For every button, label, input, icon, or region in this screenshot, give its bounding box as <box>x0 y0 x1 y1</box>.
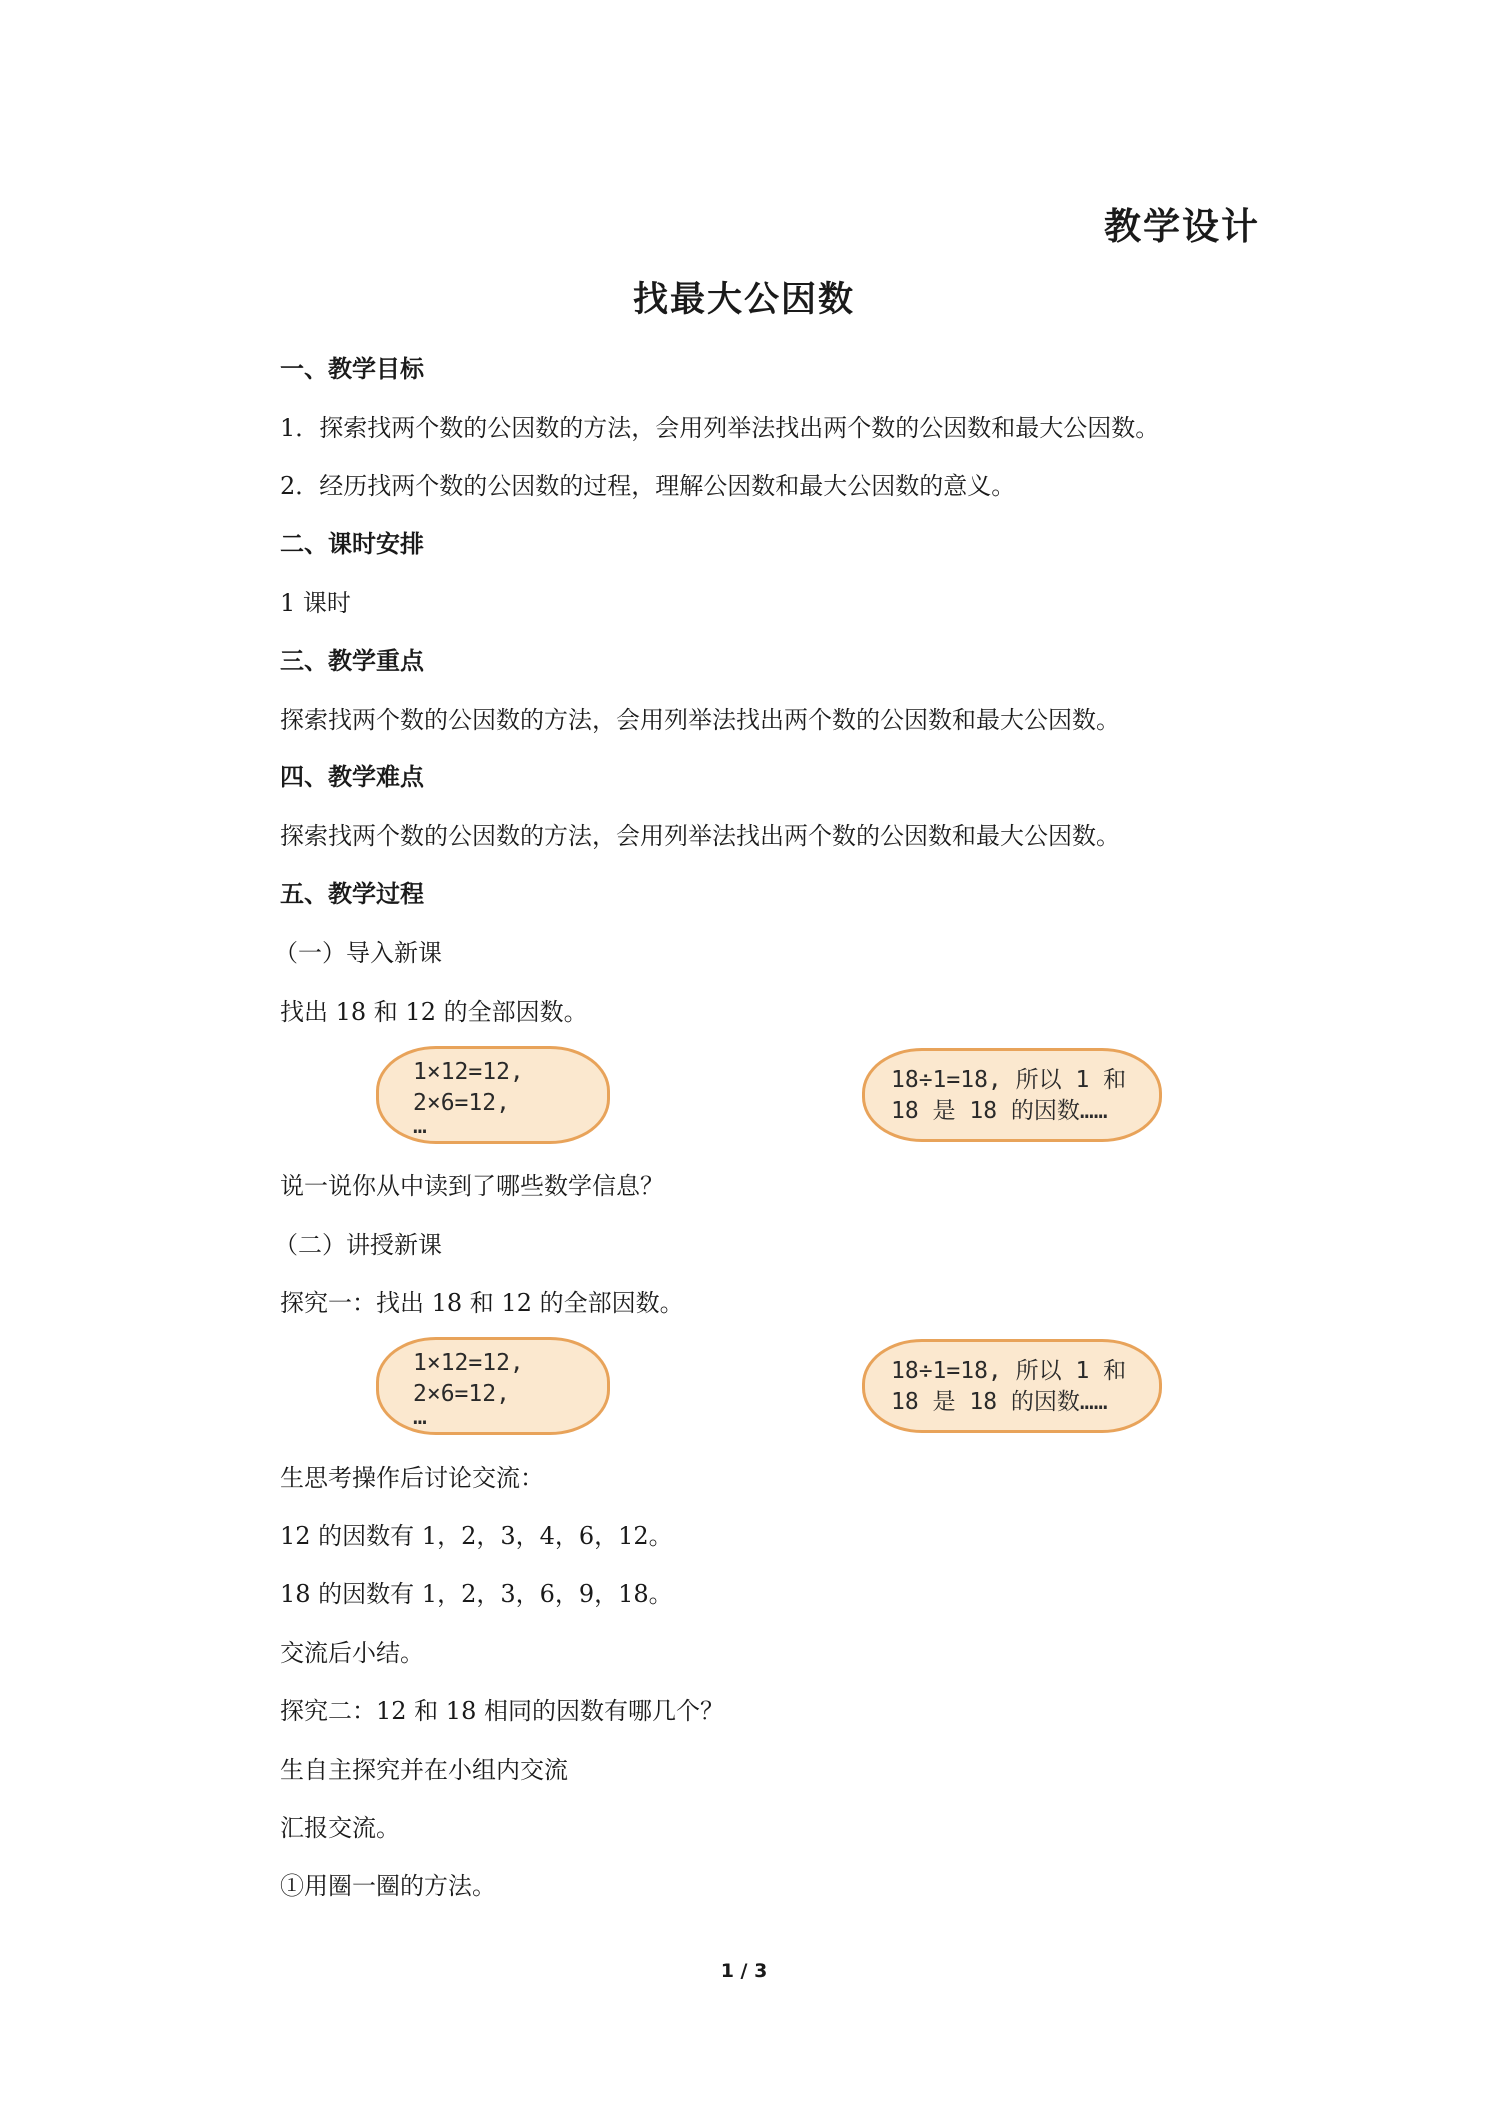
doc-type-label: 教学设计 <box>1104 205 1260 248</box>
key-points-text: 探索找两个数的公因数的方法，会用列举法找出两个数的公因数和最大公因数。 <box>280 706 1120 734</box>
intro-task: 找出 18 和 12 的全部因数。 <box>280 998 588 1026</box>
subsection-intro-title: （一）导入新课 <box>274 939 442 967</box>
explore-1: 探究一：找出 18 和 12 的全部因数。 <box>280 1289 684 1317</box>
bubble-ellipsis: … <box>413 1113 427 1139</box>
bubble-line: 2×6=12, <box>413 1090 510 1116</box>
section-heading-key-points: 三、教学重点 <box>280 647 424 675</box>
speech-bubble-division <box>862 1048 1162 1142</box>
bubble-line: 18÷1=18, 所以 1 和 <box>891 1067 1127 1093</box>
schedule-text: 1 课时 <box>280 589 351 617</box>
method-1-text: ①用圈一圈的方法。 <box>280 1872 496 1900</box>
bubble-line: 18 是 18 的因数…… <box>891 1098 1108 1124</box>
bubble-line: 1×12=12, <box>413 1350 524 1376</box>
difficulties-text: 探索找两个数的公因数的方法，会用列举法找出两个数的公因数和最大公因数。 <box>280 822 1120 850</box>
bubble-line: 1×12=12, <box>413 1059 524 1085</box>
bubble-line: 2×6=12, <box>413 1381 510 1407</box>
bubble-line: 18 是 18 的因数…… <box>891 1389 1108 1415</box>
section-heading-objectives: 一、教学目标 <box>280 355 424 383</box>
section-heading-difficulties: 四、教学难点 <box>280 763 424 791</box>
discussion-text: 生思考操作后讨论交流： <box>280 1464 544 1492</box>
bubble-line: 18÷1=18, 所以 1 和 <box>891 1358 1127 1384</box>
explore-2: 探究二：12 和 18 相同的因数有哪几个？ <box>280 1697 724 1725</box>
section-heading-process: 五、教学过程 <box>280 880 424 908</box>
group-discussion-text: 生自主探究并在小组内交流 <box>280 1756 568 1784</box>
bubble-ellipsis: … <box>413 1404 427 1430</box>
objective-item-1: 1．探索找两个数的公因数的方法，会用列举法找出两个数的公因数和最大公因数。 <box>280 414 1160 442</box>
factors-of-12: 12 的因数有 1，2，3，4，6，12。 <box>280 1522 673 1550</box>
speech-bubble-division-2 <box>862 1339 1162 1433</box>
speech-bubble-multiplication <box>376 1046 610 1144</box>
summary-text: 交流后小结。 <box>280 1639 424 1667</box>
subsection-new-lesson-title: （二）讲授新课 <box>274 1231 442 1259</box>
intro-question: 说一说你从中读到了哪些数学信息？ <box>280 1172 664 1200</box>
objective-item-2: 2．经历找两个数的公因数的过程，理解公因数和最大公因数的意义。 <box>280 472 1016 500</box>
section-heading-schedule: 二、课时安排 <box>280 530 424 558</box>
speech-bubble-multiplication-2 <box>376 1337 610 1435</box>
page-number: 1 / 3 <box>720 1960 768 1982</box>
page-title: 找最大公因数 <box>632 280 855 320</box>
report-text: 汇报交流。 <box>280 1814 400 1842</box>
factors-of-18: 18 的因数有 1，2，3，6，9，18。 <box>280 1580 673 1608</box>
